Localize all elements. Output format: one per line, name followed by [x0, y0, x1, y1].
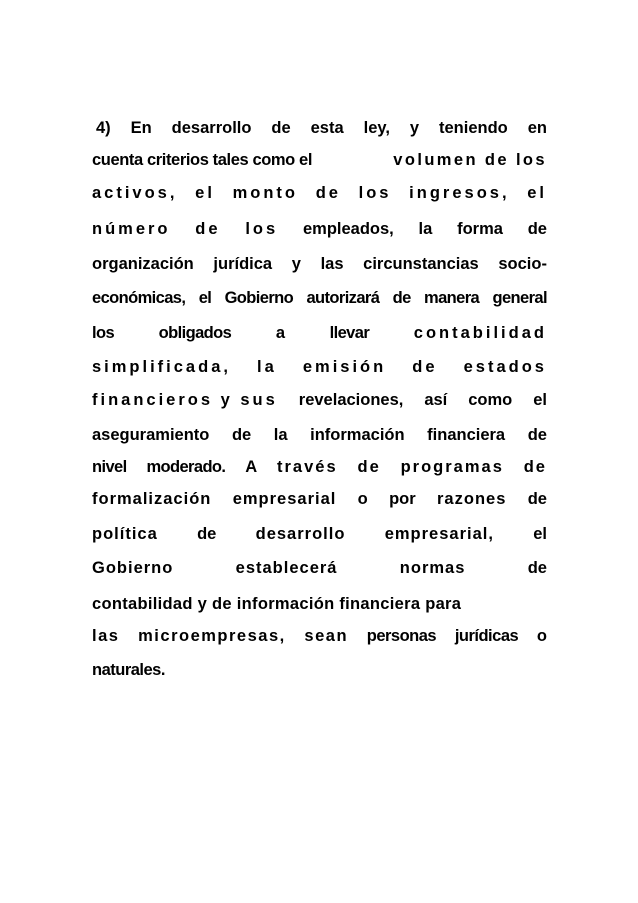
word: formalización — [92, 490, 212, 508]
word: teniendo — [439, 119, 508, 137]
word: la — [273, 426, 288, 444]
word: contabilidad y de información financiera para — [92, 595, 462, 613]
word: simplificada, — [92, 358, 231, 376]
word: Gobierno — [224, 289, 294, 307]
text-line-16 — [92, 626, 547, 646]
word: de — [195, 220, 221, 238]
text-line-9 — [92, 390, 547, 410]
word: por — [389, 490, 416, 508]
word: la — [257, 358, 277, 376]
word: de — [315, 184, 341, 202]
word: o — [536, 627, 547, 645]
word: y — [409, 119, 420, 137]
text-line-7 — [92, 323, 547, 343]
word: el — [198, 289, 212, 307]
word: ley, — [363, 119, 390, 137]
word: ingresos, — [409, 184, 510, 202]
word: de — [392, 289, 411, 307]
word: sean — [304, 627, 349, 645]
word: financieros y sus — [92, 391, 278, 409]
word: llevar — [329, 324, 370, 342]
word: estados — [463, 358, 547, 376]
word: desarrollo — [255, 525, 346, 543]
word: los — [358, 184, 392, 202]
word: los — [245, 220, 279, 238]
word: de — [527, 559, 547, 577]
word: circunstancias — [363, 255, 479, 273]
text-line-5 — [92, 254, 547, 274]
word: financiera — [427, 426, 506, 444]
word: de — [523, 458, 547, 476]
word: esta — [310, 119, 344, 137]
word: socio- — [498, 255, 547, 273]
word: de — [527, 490, 547, 508]
word: razones — [437, 490, 507, 508]
text-line-6 — [92, 288, 547, 308]
word: organización — [92, 255, 194, 273]
word: En — [130, 119, 152, 137]
word: contabilidad — [413, 324, 547, 342]
word: aseguramiento — [92, 426, 210, 444]
word: emisión — [302, 358, 387, 376]
word: el — [195, 184, 215, 202]
word: de — [231, 426, 252, 444]
word: normas — [399, 559, 466, 577]
word: empresarial — [232, 490, 337, 508]
word: personas — [366, 627, 437, 645]
word: activos, — [92, 184, 178, 202]
word: A — [245, 458, 258, 476]
text-line-10 — [92, 425, 547, 445]
word: el — [527, 184, 547, 202]
word: información — [310, 426, 405, 444]
word: las — [320, 255, 344, 273]
word: monto — [232, 184, 298, 202]
text-line-11 — [92, 457, 547, 477]
word: las — [92, 627, 120, 645]
word: autorizará — [306, 289, 380, 307]
word: política — [92, 525, 158, 543]
word: de — [357, 458, 381, 476]
word: obligados — [158, 324, 232, 342]
word: jurídica — [213, 255, 273, 273]
word: de — [197, 525, 217, 543]
word: y — [291, 255, 301, 273]
word: el — [533, 391, 547, 409]
word: moderado. — [146, 458, 226, 476]
word: de — [271, 119, 291, 137]
word: revelaciones, — [298, 391, 404, 409]
text-line-1 — [96, 118, 547, 138]
word: general — [492, 289, 547, 307]
text-line-14 — [92, 558, 547, 578]
word: empleados, — [302, 220, 394, 238]
word: el — [533, 525, 547, 543]
text-line-13 — [92, 524, 547, 544]
word: nivel — [92, 458, 127, 476]
word: en — [527, 119, 547, 137]
text-line-15 — [92, 594, 547, 614]
word: cuenta criterios tales como el — [92, 151, 313, 169]
word: número — [92, 220, 171, 238]
text-line-8 — [92, 357, 547, 377]
word: a — [275, 324, 286, 342]
text-line-3 — [92, 183, 547, 203]
word: desarrollo — [171, 119, 252, 137]
word: de — [412, 358, 438, 376]
word: de — [527, 426, 547, 444]
word: de — [527, 220, 547, 238]
word: los — [92, 324, 115, 342]
text-line-2 — [92, 150, 547, 170]
word: programas — [400, 458, 504, 476]
word: 4) — [96, 119, 111, 137]
word: Gobierno — [92, 559, 174, 577]
word: microempresas, — [138, 627, 286, 645]
word: empresarial, — [384, 525, 494, 543]
word: la — [418, 220, 433, 238]
word: o — [357, 490, 368, 508]
text-line-17 — [92, 660, 547, 680]
word: volumen de los — [393, 151, 547, 169]
word: jurídicas — [454, 627, 519, 645]
word: naturales. — [92, 661, 165, 679]
word: económicas, — [92, 289, 186, 307]
text-line-4 — [92, 219, 547, 239]
word: forma — [457, 220, 503, 238]
word: manera — [424, 289, 480, 307]
word: como — [468, 391, 513, 409]
word: establecerá — [235, 559, 338, 577]
word: así — [424, 391, 448, 409]
text-line-12 — [92, 489, 547, 509]
word: través — [277, 458, 338, 476]
